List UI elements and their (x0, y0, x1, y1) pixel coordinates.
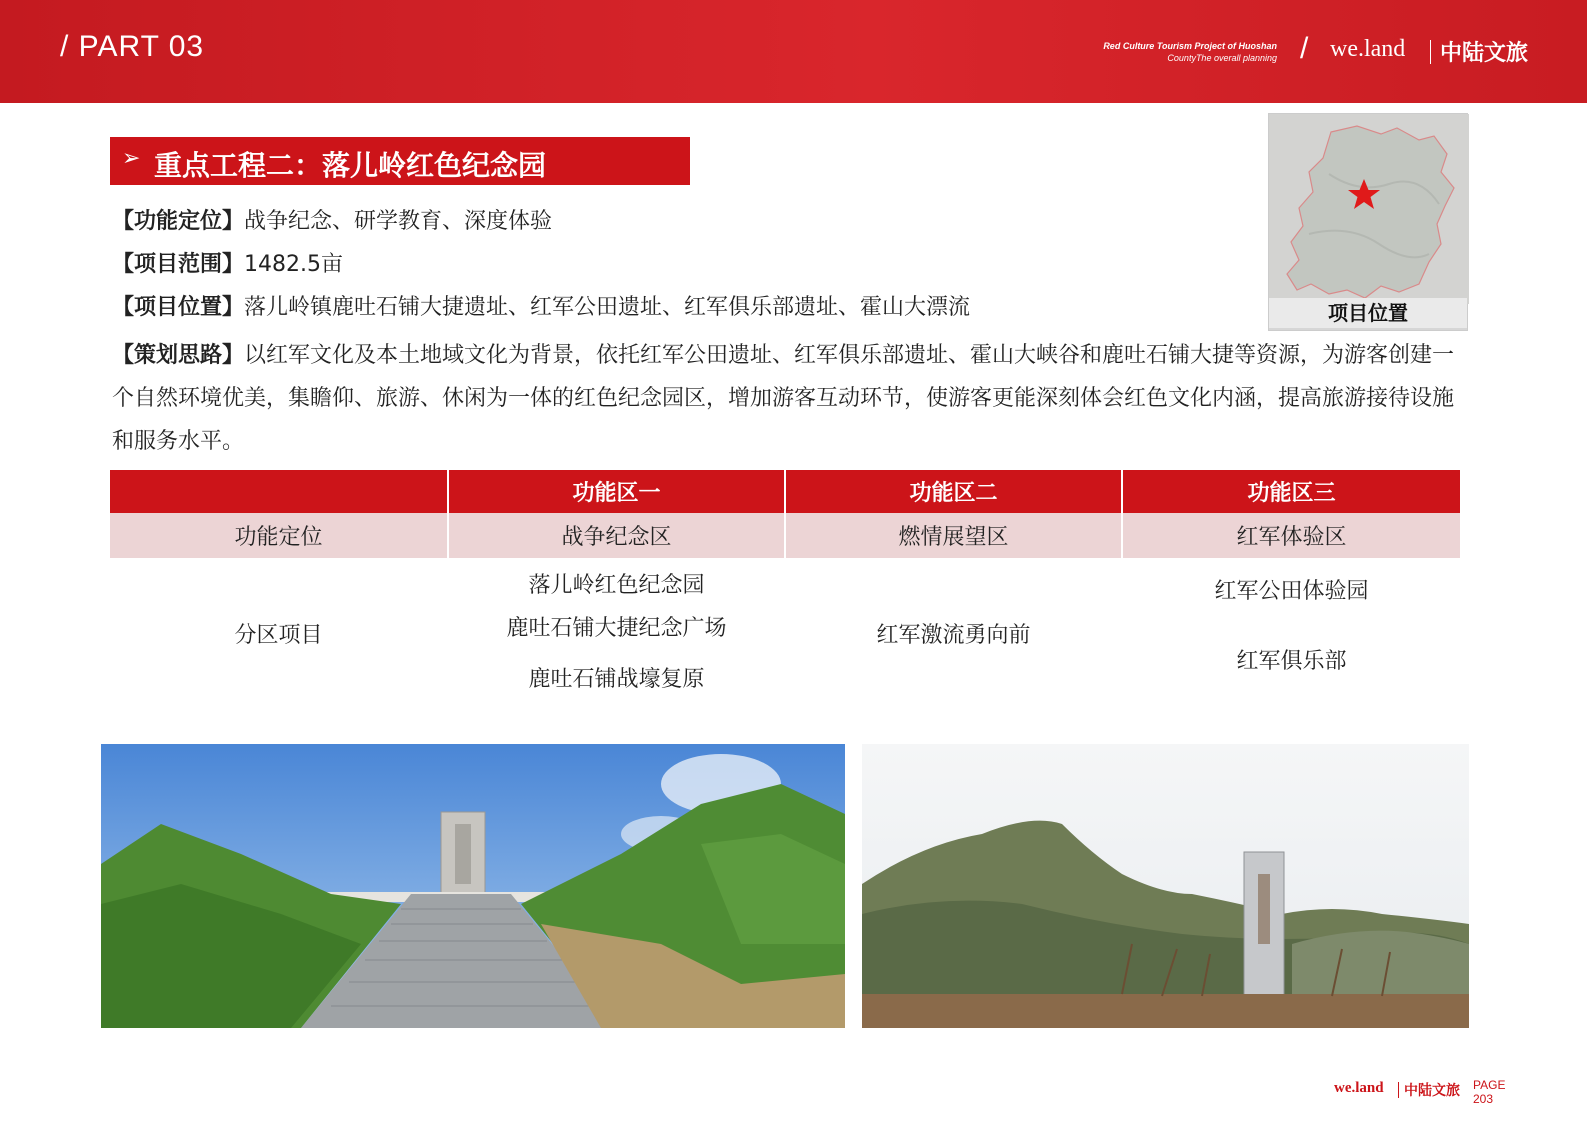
map-graphic (1269, 114, 1469, 304)
info-function-value: 战争纪念、研学教育、深度体验 (244, 209, 553, 234)
subtitle-line2: CountyThe overall planning (1167, 53, 1277, 63)
table-cell (1122, 558, 1460, 708)
zone3-item: 红军俱乐部 (1236, 649, 1347, 674)
section-title: 重点工程二：落儿岭红色纪念园 (154, 149, 547, 182)
info-idea-key: 【策划思路】 (112, 343, 245, 368)
info-function (112, 207, 552, 237)
page-label: PAGE (1473, 1078, 1506, 1092)
footer-divider (1398, 1082, 1399, 1098)
table-row-zones (110, 558, 1460, 708)
section-title-bar (110, 137, 690, 185)
zones-table (110, 470, 1460, 708)
zone-label: 分区项目 (234, 623, 323, 648)
footer-brand-cn-logo: 中陆文旅 (1404, 1083, 1460, 1099)
zone1-item: 落儿岭红色纪念园 (528, 573, 705, 598)
info-location-value: 落儿岭镇鹿吐石铺大捷遗址、红军公田遗址、红军俱乐部遗址、霍山大漂流 (244, 295, 971, 320)
info-idea (112, 334, 1462, 463)
header-bar (0, 0, 1587, 103)
zone3-item: 红军公田体验园 (1214, 579, 1369, 604)
table-header-cell: 功能区三 (1122, 470, 1460, 513)
page-number (1473, 1078, 1505, 1106)
page-value: 203 (1473, 1092, 1494, 1106)
info-function-key: 【功能定位】 (112, 209, 245, 234)
table-cell: 燃情展望区 (785, 513, 1122, 558)
table-cell (448, 558, 785, 708)
header-subtitle (1103, 40, 1277, 64)
brand-logo: we.land (1330, 36, 1406, 62)
photo-memorial-mountain (862, 744, 1469, 1028)
location-map (1268, 113, 1468, 331)
info-scope-key: 【项目范围】 (112, 252, 245, 277)
info-idea-value: 以红军文化及本土地域文化为背景，依托红军公田遗址、红军俱乐部遗址、霍山大峡谷和鹿吐石铺大捷等资源，为游客创建一个自然环境优美，集瞻仰、旅游、休闲为一体的红色纪念园区，增加游客互动环节，使游客更能深刻体会红色文化内涵，提高旅游接待设施和服务水平。 (112, 343, 1455, 454)
table-cell: 红军体验区 (1122, 513, 1460, 558)
table-row-function (110, 513, 1460, 558)
info-scope-value: 1482.5亩 (244, 252, 343, 277)
table-header-cell: 功能区一 (448, 470, 785, 513)
header-slash: / (1300, 32, 1309, 65)
info-location-key: 【项目位置】 (112, 295, 245, 320)
table-cell (785, 558, 1122, 708)
map-caption: 项目位置 (1269, 298, 1467, 328)
photo-memorial-stairs (101, 744, 845, 1028)
table-cell (110, 558, 448, 708)
arrow-icon: ➢ (122, 146, 141, 171)
table-header-cell: 功能区二 (785, 470, 1122, 513)
info-scope (112, 250, 343, 280)
part-label: / PART 03 (60, 30, 205, 63)
table-cell: 战争纪念区 (448, 513, 785, 558)
subtitle-line1: Red Culture Tourism Project of Huoshan (1103, 41, 1277, 51)
zone2-item: 红军激流勇向前 (876, 623, 1031, 648)
table-header-row (110, 470, 1460, 513)
table-header-cell (110, 470, 448, 513)
table-cell: 功能定位 (110, 513, 448, 558)
footer-brand-logo: we.land (1334, 1080, 1384, 1096)
brand-divider (1430, 40, 1431, 64)
zone1-item: 鹿吐石铺大捷纪念广场 (506, 616, 727, 641)
brand-cn-logo: 中陆文旅 (1440, 41, 1529, 66)
info-location (112, 293, 970, 323)
zone1-item: 鹿吐石铺战壕复原 (528, 667, 705, 692)
